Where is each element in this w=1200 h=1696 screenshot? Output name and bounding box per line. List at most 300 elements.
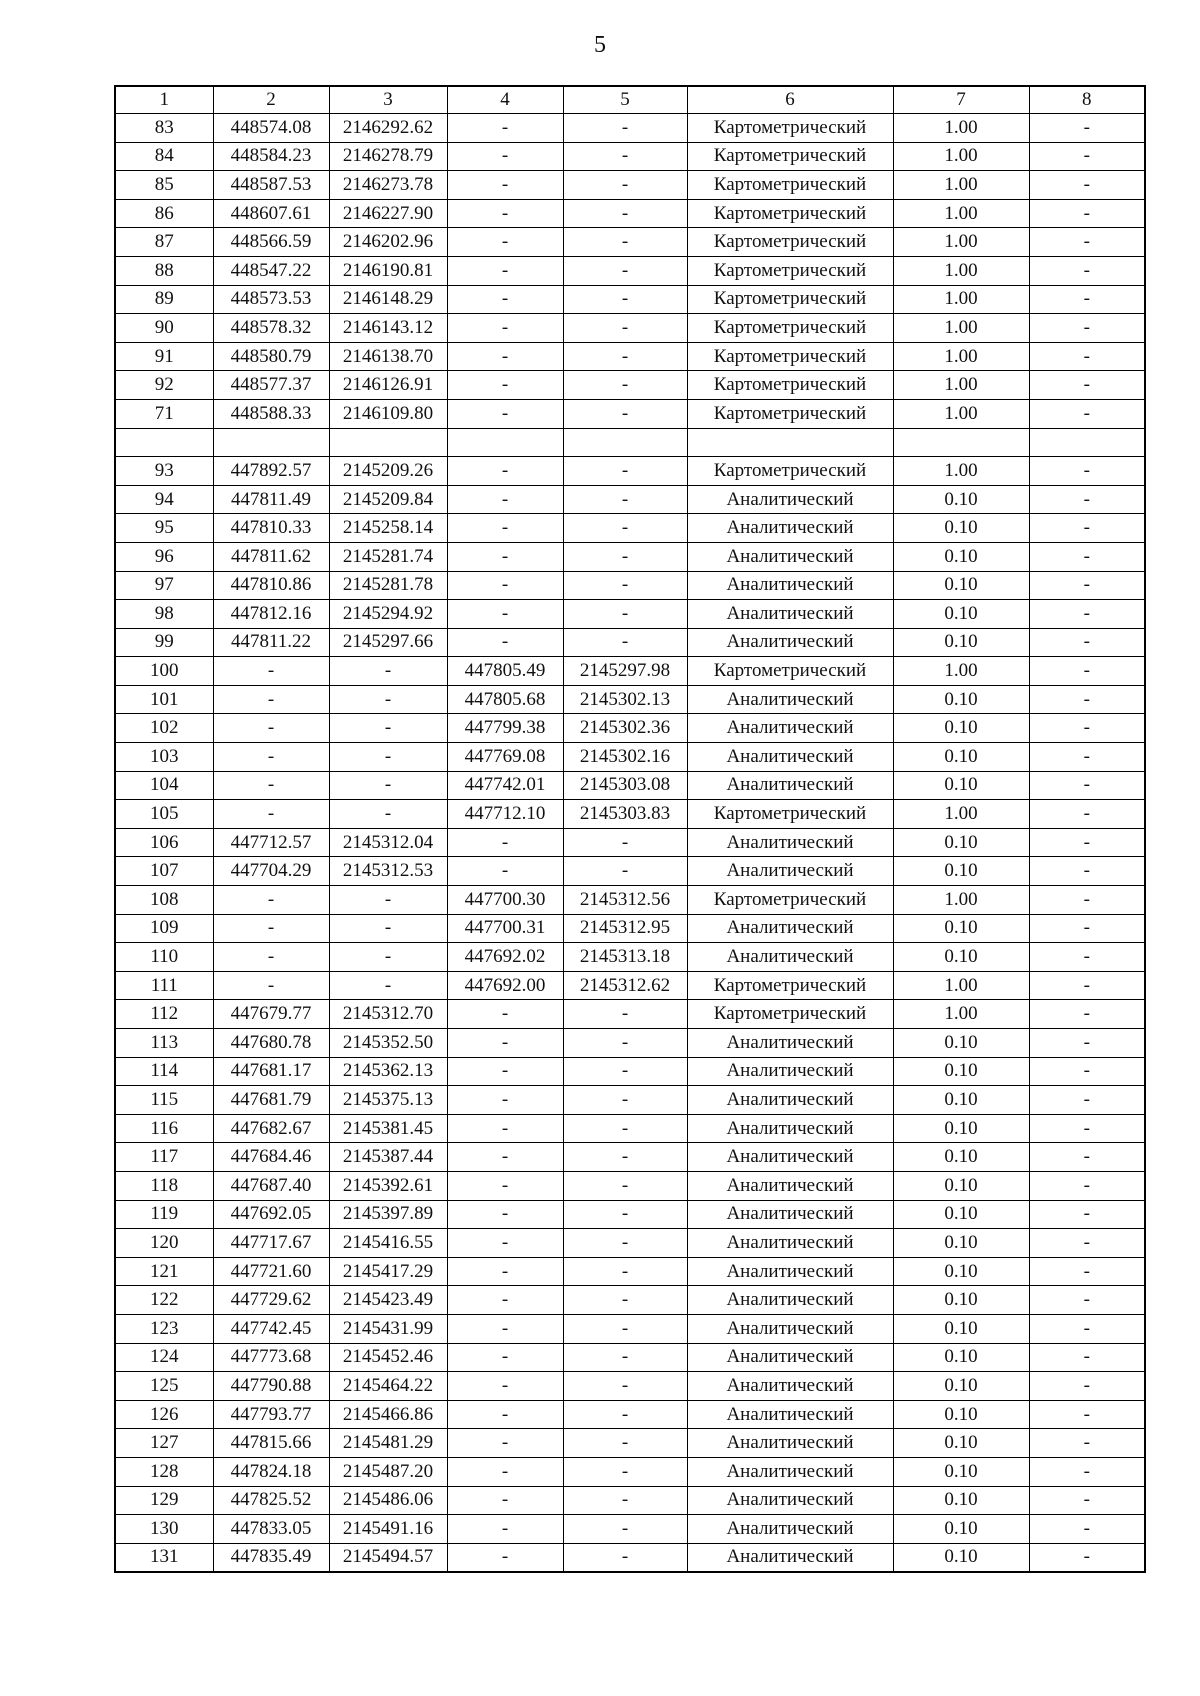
table-cell: Аналитический — [687, 1515, 893, 1544]
table-cell: 2145487.20 — [329, 1457, 447, 1486]
table-cell: Аналитический — [687, 1457, 893, 1486]
table-cell: - — [1029, 514, 1145, 543]
table-row — [115, 771, 1145, 800]
table-cell: 1.00 — [893, 800, 1029, 829]
table-cell: - — [1029, 1343, 1145, 1372]
table-cell: - — [563, 1000, 687, 1029]
table-cell — [563, 428, 687, 457]
table-cell: 0.10 — [893, 685, 1029, 714]
table-cell: 447793.77 — [213, 1400, 329, 1429]
table-cell: 447769.08 — [447, 743, 563, 772]
table-cell: 447681.79 — [213, 1086, 329, 1115]
table-cell: 0.10 — [893, 542, 1029, 571]
table-cell: 105 — [115, 800, 213, 829]
table-cell: 104 — [115, 771, 213, 800]
table-cell: 124 — [115, 1343, 213, 1372]
table-cell: 448577.37 — [213, 371, 329, 400]
table-cell: - — [563, 1086, 687, 1115]
table-cell: 2145303.83 — [563, 800, 687, 829]
table-cell: 1.00 — [893, 399, 1029, 428]
table-cell: - — [447, 1343, 563, 1372]
table-cell: 0.10 — [893, 628, 1029, 657]
table-row — [115, 142, 1145, 171]
table-row — [115, 685, 1145, 714]
table-cell: 2145481.29 — [329, 1429, 447, 1458]
table-cell: - — [1029, 1057, 1145, 1086]
table-cell: - — [1029, 1171, 1145, 1200]
table-cell: - — [447, 114, 563, 143]
table-cell: - — [1029, 1257, 1145, 1286]
table-cell: 447700.31 — [447, 914, 563, 943]
table-cell: 89 — [115, 285, 213, 314]
column-header: 1 — [115, 86, 213, 114]
table-cell: 2146278.79 — [329, 142, 447, 171]
table-cell: Картометрический — [687, 114, 893, 143]
table-cell: Картометрический — [687, 256, 893, 285]
table-cell: - — [447, 142, 563, 171]
table-cell: 2145423.49 — [329, 1286, 447, 1315]
table-cell: - — [563, 342, 687, 371]
table-row — [115, 171, 1145, 200]
table-cell: Аналитический — [687, 1543, 893, 1572]
table-cell: - — [1029, 256, 1145, 285]
table-row — [115, 199, 1145, 228]
table-cell: 2145302.16 — [563, 743, 687, 772]
table-cell: 0.10 — [893, 771, 1029, 800]
table-cell: 0.10 — [893, 1143, 1029, 1172]
table-cell: - — [329, 971, 447, 1000]
table-cell: 447742.45 — [213, 1314, 329, 1343]
table-cell: - — [447, 1057, 563, 1086]
table-cell: - — [563, 600, 687, 629]
table-row — [115, 1372, 1145, 1401]
table-cell: 2146109.80 — [329, 399, 447, 428]
table-row — [115, 857, 1145, 886]
table-row — [115, 914, 1145, 943]
table-cell: 2145258.14 — [329, 514, 447, 543]
table-cell: 95 — [115, 514, 213, 543]
table-cell: - — [1029, 771, 1145, 800]
table-row — [115, 1515, 1145, 1544]
table-cell: 2145486.06 — [329, 1486, 447, 1515]
table-cell: 2145494.57 — [329, 1543, 447, 1572]
table-cell: 447815.66 — [213, 1429, 329, 1458]
table-cell: 2145297.98 — [563, 657, 687, 686]
table-cell: - — [1029, 342, 1145, 371]
table-cell: 0.10 — [893, 1400, 1029, 1429]
table-cell: - — [563, 1029, 687, 1058]
table-cell: Картометрический — [687, 314, 893, 343]
table-cell: 0.10 — [893, 743, 1029, 772]
table-cell: 1.00 — [893, 114, 1029, 143]
table-cell: 2145302.36 — [563, 714, 687, 743]
table-cell: - — [1029, 1114, 1145, 1143]
table-cell: 448587.53 — [213, 171, 329, 200]
table-cell: - — [213, 685, 329, 714]
table-row — [115, 1114, 1145, 1143]
table-cell: 2146190.81 — [329, 256, 447, 285]
table-cell: 2145312.53 — [329, 857, 447, 886]
table-cell: 1.00 — [893, 457, 1029, 486]
table-cell: 2146202.96 — [329, 228, 447, 257]
table-cell: - — [563, 1400, 687, 1429]
table-cell: 2145209.84 — [329, 485, 447, 514]
column-header: 5 — [563, 86, 687, 114]
table-cell: 101 — [115, 685, 213, 714]
table-cell: 448573.53 — [213, 285, 329, 314]
table-cell: 2145281.74 — [329, 542, 447, 571]
table-cell: - — [447, 256, 563, 285]
page-number: 5 — [594, 32, 606, 58]
table-cell: 1.00 — [893, 371, 1029, 400]
table-cell: - — [1029, 542, 1145, 571]
table-cell: Аналитический — [687, 714, 893, 743]
table-row — [115, 428, 1145, 457]
table-cell: - — [447, 857, 563, 886]
table-cell: - — [1029, 1515, 1145, 1544]
table-cell: - — [1029, 743, 1145, 772]
table-cell — [1029, 428, 1145, 457]
table-cell: 1.00 — [893, 256, 1029, 285]
table-cell: 0.10 — [893, 1543, 1029, 1572]
table-cell: - — [447, 171, 563, 200]
table-cell: 1.00 — [893, 1000, 1029, 1029]
table-cell: 85 — [115, 171, 213, 200]
table-cell: 448578.32 — [213, 314, 329, 343]
table-cell: - — [563, 1372, 687, 1401]
table-cell: Картометрический — [687, 1000, 893, 1029]
table-cell: - — [1029, 228, 1145, 257]
table-cell: 117 — [115, 1143, 213, 1172]
table-row — [115, 1143, 1145, 1172]
table-cell: 447805.49 — [447, 657, 563, 686]
table-cell — [687, 428, 893, 457]
column-header: 3 — [329, 86, 447, 114]
table-cell: - — [447, 1200, 563, 1229]
table-cell: - — [563, 1057, 687, 1086]
table-row — [115, 1457, 1145, 1486]
table-cell: 0.10 — [893, 1114, 1029, 1143]
table-cell: Аналитический — [687, 1114, 893, 1143]
table-row — [115, 571, 1145, 600]
table-cell: Картометрический — [687, 399, 893, 428]
table-cell: 113 — [115, 1029, 213, 1058]
table-cell: 2145294.92 — [329, 600, 447, 629]
table-cell: 128 — [115, 1457, 213, 1486]
table-cell: 0.10 — [893, 1314, 1029, 1343]
table-cell: - — [1029, 1086, 1145, 1115]
table-cell: - — [1029, 800, 1145, 829]
table-cell: Картометрический — [687, 342, 893, 371]
table-cell: 1.00 — [893, 314, 1029, 343]
table-cell: 0.10 — [893, 1486, 1029, 1515]
table-cell: 1.00 — [893, 199, 1029, 228]
table-cell: - — [329, 886, 447, 915]
table-row — [115, 800, 1145, 829]
table-cell: 1.00 — [893, 142, 1029, 171]
table-cell: - — [563, 114, 687, 143]
table-cell: 0.10 — [893, 1029, 1029, 1058]
table-cell: 84 — [115, 142, 213, 171]
table-cell: 100 — [115, 657, 213, 686]
table-cell: 0.10 — [893, 1200, 1029, 1229]
table-cell: 1.00 — [893, 342, 1029, 371]
table-cell: - — [213, 800, 329, 829]
table-cell — [893, 428, 1029, 457]
table-cell: - — [563, 1114, 687, 1143]
table-cell: 98 — [115, 600, 213, 629]
table-cell: 2145466.86 — [329, 1400, 447, 1429]
table-cell: Картометрический — [687, 199, 893, 228]
table-cell: 447811.62 — [213, 542, 329, 571]
table-cell: Картометрический — [687, 971, 893, 1000]
table-cell: 2145417.29 — [329, 1257, 447, 1286]
table-cell: 0.10 — [893, 1057, 1029, 1086]
table-cell: - — [447, 514, 563, 543]
table-cell: 2146292.62 — [329, 114, 447, 143]
table-cell: - — [563, 285, 687, 314]
table-cell — [115, 428, 213, 457]
table-cell: 447687.40 — [213, 1171, 329, 1200]
table-cell: Аналитический — [687, 914, 893, 943]
table-cell: 0.10 — [893, 600, 1029, 629]
table-cell: 2145491.16 — [329, 1515, 447, 1544]
table-cell: - — [563, 1143, 687, 1172]
table-cell: - — [447, 199, 563, 228]
table-cell: 0.10 — [893, 828, 1029, 857]
table-cell: 447684.46 — [213, 1143, 329, 1172]
table-cell: 94 — [115, 485, 213, 514]
table-cell: 1.00 — [893, 171, 1029, 200]
table-cell: 93 — [115, 457, 213, 486]
table-cell: 2146143.12 — [329, 314, 447, 343]
table-cell: 2145431.99 — [329, 1314, 447, 1343]
table-cell: - — [1029, 1286, 1145, 1315]
table-cell: Картометрический — [687, 285, 893, 314]
table-cell: 120 — [115, 1229, 213, 1258]
table-cell: - — [447, 1286, 563, 1315]
table-cell: - — [447, 1457, 563, 1486]
table-row — [115, 1171, 1145, 1200]
table-cell: - — [447, 399, 563, 428]
table-cell: - — [447, 1229, 563, 1258]
table-cell: 2146273.78 — [329, 171, 447, 200]
table-cell: Аналитический — [687, 1200, 893, 1229]
table-cell: 91 — [115, 342, 213, 371]
table-cell: 107 — [115, 857, 213, 886]
table-cell: - — [563, 1314, 687, 1343]
table-cell: Картометрический — [687, 142, 893, 171]
table-cell: - — [447, 1000, 563, 1029]
table-row — [115, 542, 1145, 571]
table-cell: 448566.59 — [213, 228, 329, 257]
table-row — [115, 743, 1145, 772]
table-cell: 447700.30 — [447, 886, 563, 915]
table-cell: - — [563, 542, 687, 571]
table-cell: 1.00 — [893, 285, 1029, 314]
table-cell: - — [1029, 1457, 1145, 1486]
table-cell: Аналитический — [687, 1429, 893, 1458]
table-row — [115, 485, 1145, 514]
table-row — [115, 1400, 1145, 1429]
table-cell: - — [563, 457, 687, 486]
table-cell: - — [1029, 1486, 1145, 1515]
table-cell: - — [563, 1343, 687, 1372]
table-cell: 2145392.61 — [329, 1171, 447, 1200]
table-row — [115, 1429, 1145, 1458]
table-cell: 108 — [115, 886, 213, 915]
table-cell: - — [563, 1515, 687, 1544]
table-cell: - — [447, 1429, 563, 1458]
table-cell: Аналитический — [687, 571, 893, 600]
table-cell: - — [1029, 914, 1145, 943]
table-cell: - — [563, 399, 687, 428]
table-row — [115, 886, 1145, 915]
table-body — [115, 114, 1145, 1573]
table-cell: 0.10 — [893, 485, 1029, 514]
table-cell: 447892.57 — [213, 457, 329, 486]
table-cell: 0.10 — [893, 943, 1029, 972]
table-row — [115, 371, 1145, 400]
table-cell: 126 — [115, 1400, 213, 1429]
table-row — [115, 314, 1145, 343]
table-cell: - — [447, 542, 563, 571]
table-row — [115, 657, 1145, 686]
table-cell: - — [1029, 1429, 1145, 1458]
table-cell: 112 — [115, 1000, 213, 1029]
table-cell: 2145452.46 — [329, 1343, 447, 1372]
table-cell: 109 — [115, 914, 213, 943]
table-cell: - — [563, 256, 687, 285]
table-cell: - — [1029, 1372, 1145, 1401]
table-row — [115, 114, 1145, 143]
table-cell: - — [1029, 285, 1145, 314]
table-cell: 447712.10 — [447, 800, 563, 829]
table-cell: - — [563, 371, 687, 400]
table-cell: - — [1029, 943, 1145, 972]
table-cell: 447712.57 — [213, 828, 329, 857]
table-cell: - — [1029, 457, 1145, 486]
table-cell: 2146126.91 — [329, 371, 447, 400]
table-cell: 0.10 — [893, 857, 1029, 886]
table-cell: - — [1029, 142, 1145, 171]
table-cell: 447833.05 — [213, 1515, 329, 1544]
table-cell: 118 — [115, 1171, 213, 1200]
table-cell: 0.10 — [893, 1086, 1029, 1115]
table-cell: - — [447, 485, 563, 514]
table-cell: 2145281.78 — [329, 571, 447, 600]
table-cell: Аналитический — [687, 628, 893, 657]
table-cell: - — [563, 628, 687, 657]
table-cell: Аналитический — [687, 600, 893, 629]
table-cell: - — [447, 228, 563, 257]
table-cell: - — [563, 1200, 687, 1229]
column-header: 6 — [687, 86, 893, 114]
table-cell: - — [447, 571, 563, 600]
table-cell: - — [563, 171, 687, 200]
table-cell: 447721.60 — [213, 1257, 329, 1286]
table-cell: - — [447, 828, 563, 857]
table-cell: - — [1029, 600, 1145, 629]
table-cell: 2145464.22 — [329, 1372, 447, 1401]
table-cell: 447825.52 — [213, 1486, 329, 1515]
table-cell: 2145362.13 — [329, 1057, 447, 1086]
table-cell: 447810.86 — [213, 571, 329, 600]
table-cell: - — [1029, 1000, 1145, 1029]
table-cell: - — [1029, 1143, 1145, 1172]
table-cell: Аналитический — [687, 1029, 893, 1058]
table-row — [115, 1000, 1145, 1029]
table-cell: 71 — [115, 399, 213, 428]
table-cell: 119 — [115, 1200, 213, 1229]
table-cell: Аналитический — [687, 485, 893, 514]
table-cell: Аналитический — [687, 1400, 893, 1429]
table-cell: 121 — [115, 1257, 213, 1286]
table-cell: - — [447, 1143, 563, 1172]
table-cell: Аналитический — [687, 857, 893, 886]
table-row — [115, 1486, 1145, 1515]
table-cell: 447704.29 — [213, 857, 329, 886]
table-cell: 129 — [115, 1486, 213, 1515]
table-cell: - — [447, 1543, 563, 1572]
table-cell: 447692.02 — [447, 943, 563, 972]
table-cell: 115 — [115, 1086, 213, 1115]
table-cell: - — [1029, 1229, 1145, 1258]
table-row — [115, 971, 1145, 1000]
table-cell: - — [1029, 371, 1145, 400]
table-cell: 111 — [115, 971, 213, 1000]
table-cell — [329, 428, 447, 457]
table-cell: - — [1029, 1200, 1145, 1229]
table-cell: 2145297.66 — [329, 628, 447, 657]
table-cell: 92 — [115, 371, 213, 400]
table-row — [115, 628, 1145, 657]
table-cell: 131 — [115, 1543, 213, 1572]
table-row — [115, 457, 1145, 486]
table-cell: 2145312.95 — [563, 914, 687, 943]
table-cell: 123 — [115, 1314, 213, 1343]
table-cell: - — [329, 771, 447, 800]
table-cell: - — [329, 914, 447, 943]
table-cell: 99 — [115, 628, 213, 657]
table-cell: - — [1029, 1400, 1145, 1429]
table-cell: 447790.88 — [213, 1372, 329, 1401]
table-cell: - — [563, 1457, 687, 1486]
table-cell: - — [563, 199, 687, 228]
table-cell: - — [447, 457, 563, 486]
table-cell: - — [563, 571, 687, 600]
table-cell: Аналитический — [687, 828, 893, 857]
table-cell: - — [329, 714, 447, 743]
table-cell: - — [447, 1400, 563, 1429]
table-row — [115, 714, 1145, 743]
table-cell: 83 — [115, 114, 213, 143]
table-cell: - — [447, 314, 563, 343]
table-header-row — [115, 86, 1145, 114]
table-cell: 116 — [115, 1114, 213, 1143]
table-cell: - — [447, 1171, 563, 1200]
table-row — [115, 285, 1145, 314]
table-cell: 0.10 — [893, 914, 1029, 943]
table-cell: - — [1029, 685, 1145, 714]
table-row — [115, 1229, 1145, 1258]
table-cell: - — [447, 1114, 563, 1143]
table-cell: 447679.77 — [213, 1000, 329, 1029]
table-row — [115, 342, 1145, 371]
table-cell: - — [563, 485, 687, 514]
table-row — [115, 514, 1145, 543]
table-cell: - — [447, 1314, 563, 1343]
